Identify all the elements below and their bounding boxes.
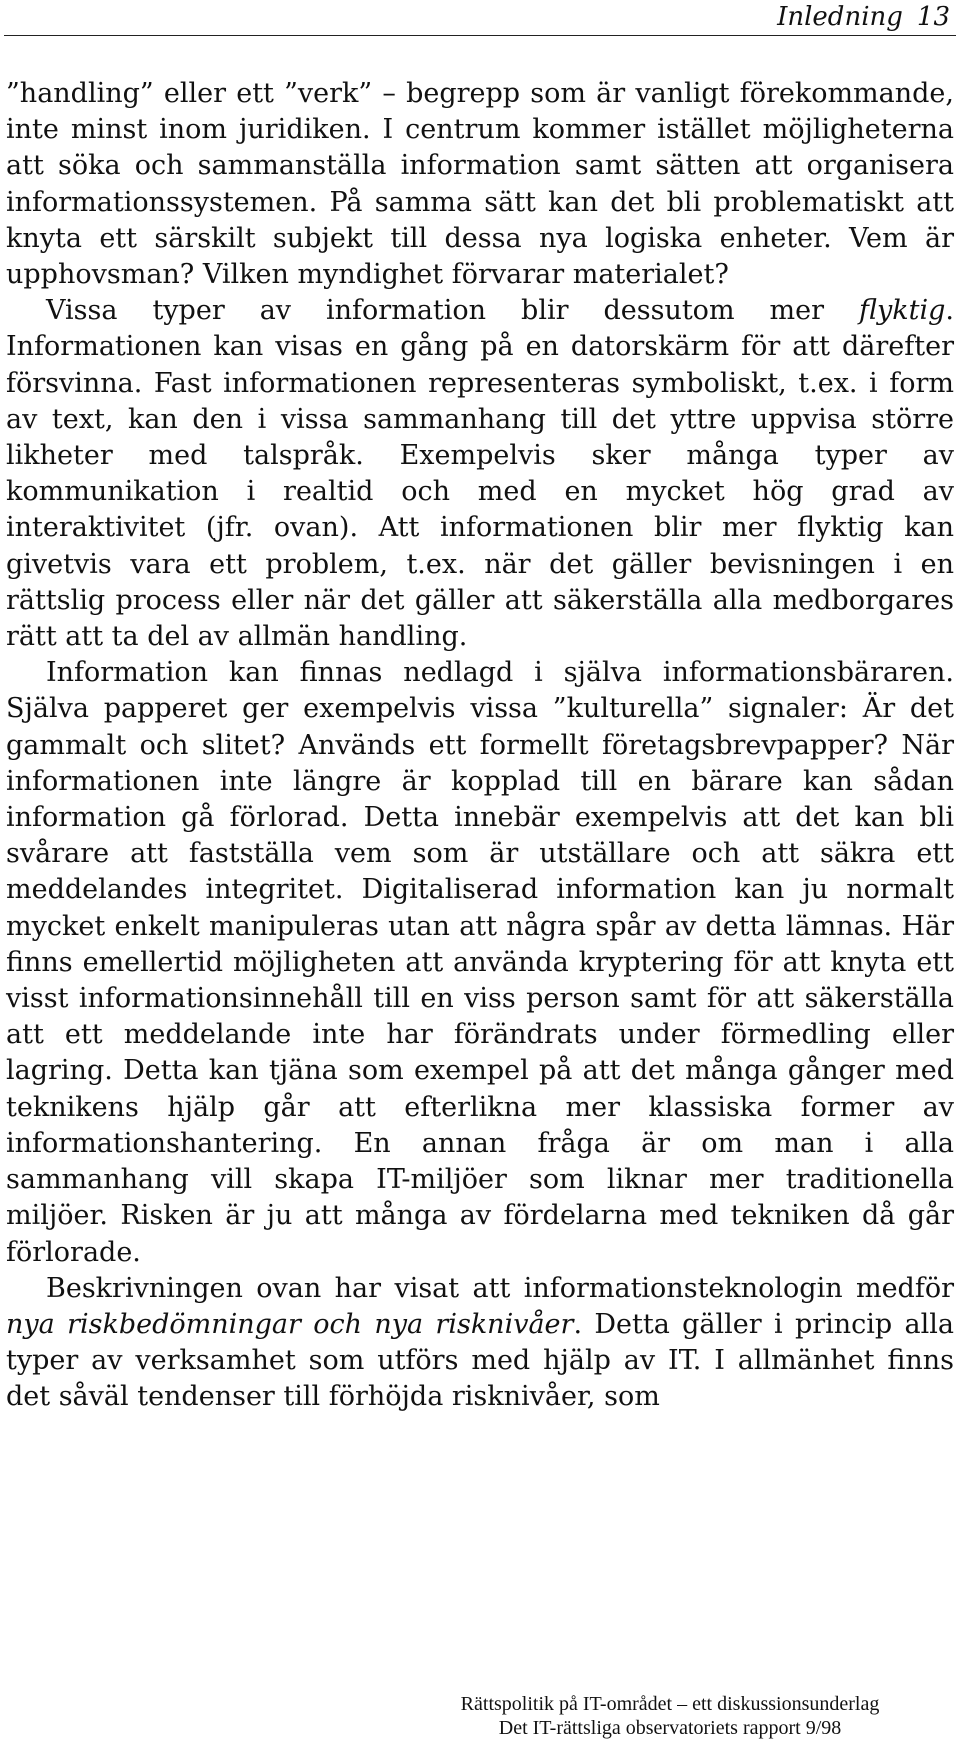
paragraph — [6, 1271, 954, 1416]
paragraph — [6, 655, 954, 1270]
text-run: . Informationen kan visas en gång på en datorskärm för att därefter försvinna. Fast informationen representeras symboliskt, t.ex. i form av text, kan den i vissa sammanhang till det yttre uppvisa större likheter med talspråk. Exempelvis sker många typer av kommunikation i realtid och med en mycket hög grad av interaktivitet (jfr. ovan). Att informationen blir mer flyktig kan givetvis vara ett problem, t.ex. när det gäller bevisningen i en rättslig process eller när det gäller att säkerställa alla medborgares rätt att ta del av allmän handling. — [6, 295, 954, 653]
running-header — [0, 0, 950, 34]
text-run: Information kan finnas nedlagd i själva informationsbäraren. Själva papperet ger exempelvis vissa ”kulturella” signaler: Är det gammalt och slitet? Används ett formellt företagsbrevpapper? När informationen inte längre är kopplad till en bärare kan sådan information gå förlorad. Detta innebär exempelvis att det kan bli svårare att fastställa vem som är utställare och att säkra ett meddelandes integritet. Digitaliserad information kan ju normalt mycket enkelt manipuleras utan att några spår av detta lämnas. Här finns emellertid möjligheten att använda kryptering för att knyta ett visst informationsinnehåll till en viss person samt för att säkerställa att ett meddelande inte har förändrats under förmedling eller lagring. Detta kan tjäna som exempel på att det många gånger med teknikens hjälp går att efterlikna mer klassiska former av informationshantering. En annan fråga är om man i alla sammanhang vill skapa IT-miljöer som liknar mer traditionella miljöer. Risken är ju att många av fördelarna med tekniken då går förlorade. — [6, 657, 954, 1268]
paragraph — [6, 76, 954, 293]
page-number: 13 — [916, 2, 950, 32]
footer — [0, 1692, 960, 1740]
text-run: ”handling” eller ett ”verk” – begrepp som är vanligt förekommande, inte minst inom juridiken. I centrum kommer istället möjligheterna att söka och sammanställa information samt sätten att organisera informationssystemen. På samma sätt kan det bli problematiskt att knyta ett särskilt subjekt till dessa nya logiska enheter. Vem är upphovsman? Vilken myndighet förvarar materialet? — [6, 78, 954, 291]
text-run: Vissa typer av information blir dessutom mer — [46, 295, 859, 327]
italic-run: flyktig — [859, 295, 946, 327]
footer-report-series: Det IT-rättsliga observatoriets rapport 9/98 — [498, 1717, 842, 1739]
chapter-title: Inledning — [777, 2, 903, 32]
footer-publication-title: Rättspolitik på IT-området – ett diskussionsunderlag — [460, 1693, 880, 1715]
text-run: . Detta gäller i princip alla typer av verksamhet som utförs med hjälp av IT. I allmänhet finns det såväl tendenser till förhöjda risknivåer, som — [6, 1308, 954, 1413]
paragraph — [6, 293, 954, 655]
text-run: Beskrivningen ovan har visat att informationsteknologin medför — [46, 1272, 954, 1304]
header-rule — [4, 35, 956, 36]
italic-run: nya riskbedömningar och nya risknivåer — [6, 1308, 574, 1340]
body-text — [6, 76, 954, 1416]
